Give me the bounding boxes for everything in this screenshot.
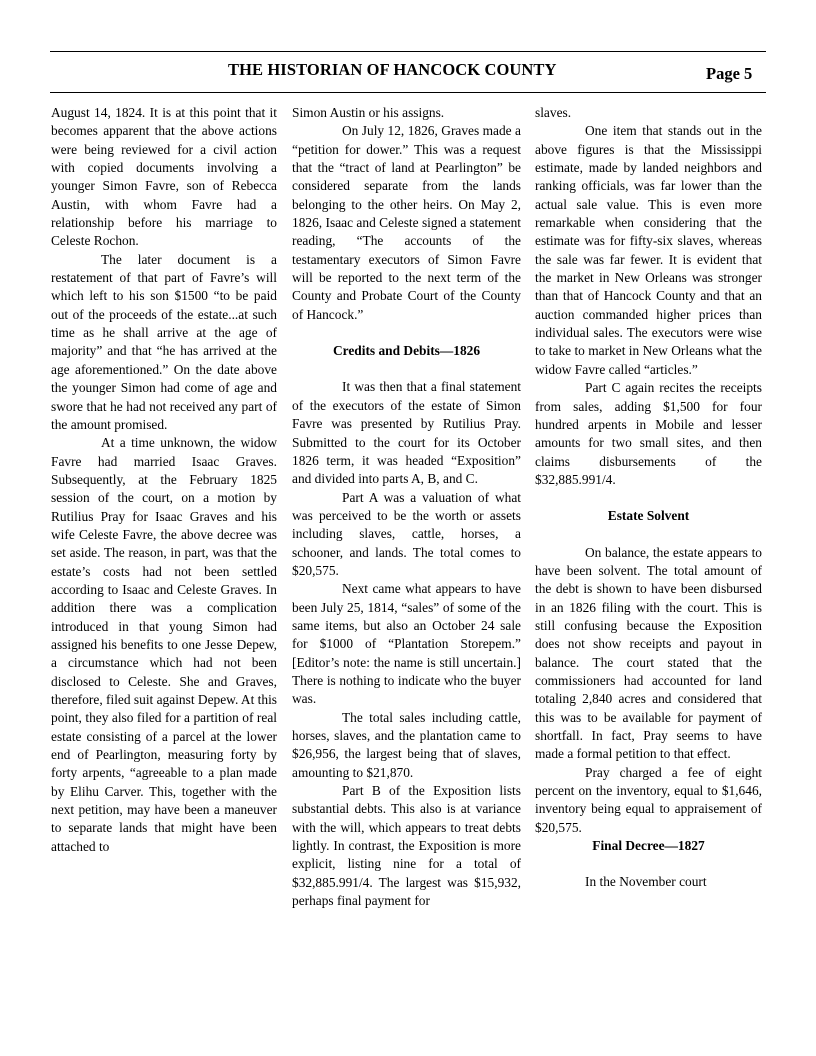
top-rule: [50, 51, 766, 52]
paragraph: Part C again recites the receipts from sales, adding $1,500 for four hundred arpents in Mobile and lesser amounts for two small sites, and then claims disbursements of the $32,885.991/4.: [535, 380, 762, 487]
paragraph: On balance, the estate appears to have been solvent. The total amount of the debt is shown to have been disbursed in an 1826 filing with the court. This is still confusing because the Exposition does not show receipts and payout in balance. The court stated that the commissioners had accounted for land totaling 2,840 acres and considered that this was to be available for payment of shortfall. In fact, Pray seems to have made a formal petition to that effect.: [535, 544, 762, 762]
paragraph: The total sales including cattle, horses, slaves, and the plantation came to $26,956, the largest being that of slaves, amounting to $21,870.: [292, 709, 521, 780]
spacer: [292, 360, 521, 378]
paragraph: Simon Austin or his assigns.: [292, 105, 445, 120]
paragraph: slaves.: [535, 105, 572, 120]
spacer: [535, 526, 762, 544]
paragraph: Part B of the Exposition lists substantial debts. This also is at variance with the will, which appears to treat debts lightly. In contrast, the Exposition is more explicit, listing nine for a total of $32,885.991/4. The largest was $15,932, perhaps final payment for: [292, 783, 521, 909]
paragraph: One item that stands out in the above figures is that the Mississippi estimate, made by landed neighbors and ranking officials, was far lower than the actual sale value. This is even more remarkable when considering that the estimate was for fifty-six slaves, whereas the sale was far fewer. It is evident that the market in New Orleans was stronger than that of Hancock County and that an auction commanded higher prices than individual sales. The executors were wise to take to market in New Orleans what the widow Favre called “articles.”: [535, 123, 762, 377]
spacer: [535, 855, 762, 873]
column-3: [535, 104, 762, 892]
paragraph: Next came what appears to have been July 25, 1814, “sales” of some of the same items, but also an October 24 sale for $1000 of “Plantation Storepem.” [Editor’s note: the name is still uncertain.] There is nothing to indicate who the buyer was.: [292, 581, 521, 707]
column-2: [292, 104, 521, 910]
column-1: [51, 104, 277, 856]
paragraph: Part A was a valuation of what was perceived to be the worth or assets including slaves, cattle, horses, a schooner, and lands. The total comes to $20,575.: [292, 489, 521, 578]
paragraph: Pray charged a fee of eight percent on the inventory, equal to $1,646, inventory being equal to appraisement of $20,575.: [535, 764, 762, 835]
paragraph: The later document is a restatement of that part of Favre’s will which left to his son $1500 “to be paid out of the proceeds of the estate...at such time as he shall arrive at the age of majority” and that “he has arrived at the age aforementioned.” On the date above the younger Simon had come of age and swore that he had not received any part of the amount promised.: [51, 251, 277, 432]
section-heading: Estate Solvent: [607, 508, 690, 524]
header-rule: [50, 92, 766, 93]
page-number: Page 5: [706, 64, 753, 83]
spacer: [535, 489, 762, 507]
paragraph: In the November court: [585, 874, 707, 890]
paragraph: On July 12, 1826, Graves made a “petition for dower.” This was a request that the “tract of land at Pearlington” be considered separate from the lands belonging to the other heirs. On May 2, 1826, Isaac and Celeste signed a statement reading, “The accounts of the testamentary executors of Simon Favre will be reported to the next term of the County and Probate Court of the County of Hancock.”: [292, 123, 521, 322]
newsletter-title: THE HISTORIAN OF HANCOCK COUNTY: [228, 60, 557, 79]
section-heading: Final Decree—1827: [592, 838, 705, 854]
section-heading: Credits and Debits—1826: [332, 343, 481, 359]
paragraph: August 14, 1824. It is at this point that it becomes apparent that the above actions were being reviewed for a civil action with copied documents involving a younger Simon Favre, son of Rebecca Austin, with whom Favre had a relationship before his marriage to Celeste Rochon.: [51, 105, 277, 249]
paragraph: It was then that a final statement of the executors of the estate of Simon Favre was presented by Rutilius Pray. Submitted to the court for its October 1826 term, it was headed “Exposition” and divided into parts A, B, and C.: [292, 379, 521, 487]
spacer: [292, 324, 521, 342]
paragraph: At a time unknown, the widow Favre had married Isaac Graves. Subsequently, at the February 1825 session of the court, on a motion by Rutilius Pray for Isaac Graves and his wife Celeste Favre, the above decree was set aside. The reason, in part, was that the estate’s costs had not been settled according to Isaac and Celeste Graves. In addition there was a complication introduced in that young Simon had assigned his benefits to one Jesse Depew, a circumstance which had not been disclosed to Celeste. She and Graves, therefore, filed suit against Depew. At this point, they also filed for a partition of real estate consisting of a parcel at the lower end of Pearlington, measuring forty by forty arpents, “agreeable to a plan made by Elihu Carver. This, together with the next petition, may have been a maneuver to separate lands that might have been attached to: [51, 435, 277, 854]
